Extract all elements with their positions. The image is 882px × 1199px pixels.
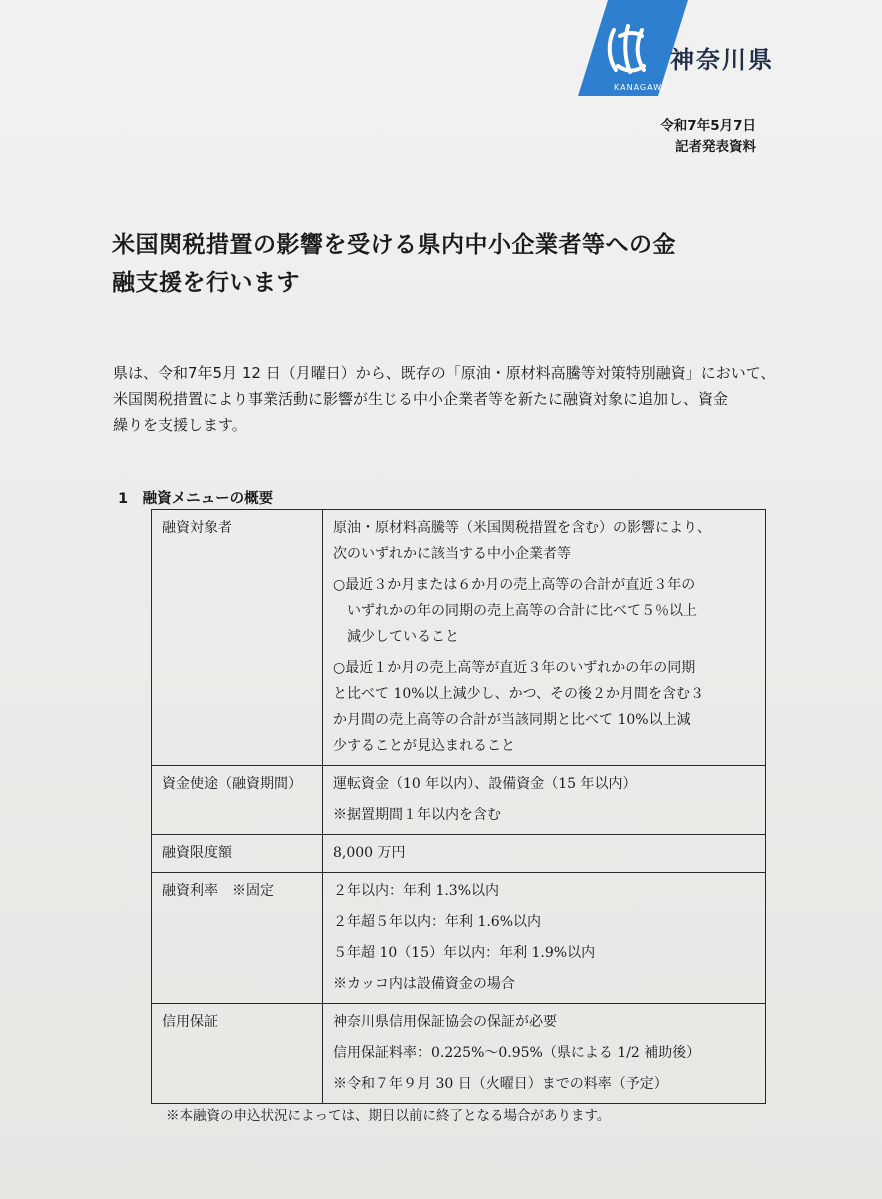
value-line: ○最近１か月の売上高等が直近３年のいずれかの年の同期 xyxy=(333,660,696,676)
table-row xyxy=(152,510,766,766)
row-value xyxy=(323,510,766,766)
value-line: ※令和７年９月 30 日（火曜日）までの料率（予定） xyxy=(333,1076,668,1092)
value-line: ※カッコ内は設備資金の場合 xyxy=(333,976,515,992)
title-line-1: 米国関税措置の影響を受ける県内中小企業者等への金 xyxy=(112,232,676,258)
value-line: 原油・原材料高騰等（米国関税措置を含む）の影響により、 xyxy=(333,520,711,536)
value-line: ２年超５年以内：年利 1.6%以内 xyxy=(333,914,542,930)
value-line: 次のいずれかに該当する中小企業者等 xyxy=(333,546,571,562)
footnote: ※本融資の申込状況によっては、期日以前に終了となる場合があります。 xyxy=(166,1108,611,1124)
table-row xyxy=(152,835,766,873)
press-release-meta xyxy=(660,116,756,158)
page-title xyxy=(112,226,772,302)
value-line: 少することが見込まれること xyxy=(333,738,515,754)
table-row xyxy=(152,1004,766,1104)
row-value xyxy=(323,1004,766,1104)
value-line: ○最近３か月または６か月の売上高等の合計が直近３年の xyxy=(333,577,696,593)
intro-line-2: 米国関税措置により事業活動に影響が生じる中小企業者等を新たに融資対象に追加し、資金 xyxy=(113,390,729,408)
title-line-2: 融支援を行います xyxy=(112,270,300,296)
intro-line-3: 繰りを支援します。 xyxy=(113,416,247,434)
value-line: 減少していること xyxy=(333,629,459,645)
intro-line-1: 県は、令和7年5月 12 日（月曜日）から、既存の「原油・原材料高騰等対策特別融資」において、 xyxy=(113,364,776,382)
value-line: 8,000 万円 xyxy=(333,845,406,861)
value-line: 神奈川県信用保証協会の保証が必要 xyxy=(333,1014,557,1030)
table-row xyxy=(152,873,766,1004)
value-line: ※据置期間１年以内を含む xyxy=(333,807,501,823)
row-label: 資金使途（融資期間） xyxy=(152,766,323,835)
row-label: 融資限度額 xyxy=(152,835,323,873)
row-label: 融資利率 ※固定 xyxy=(152,873,323,1004)
row-label: 信用保証 xyxy=(152,1004,323,1104)
loan-menu-table xyxy=(151,509,766,1104)
value-line: ２年以内：年利 1.3%以内 xyxy=(333,883,500,899)
doc-type: 記者発表資料 xyxy=(675,139,756,155)
table-row xyxy=(152,766,766,835)
org-name: 神奈川県 xyxy=(670,46,774,74)
value-line: か月間の売上高等の合計が当該同期と比べて 10%以上減 xyxy=(333,712,691,728)
intro-paragraph xyxy=(113,360,776,438)
value-line: 信用保証料率：0.225%～0.95%（県による 1/2 補助後） xyxy=(333,1045,701,1061)
value-line: 運転資金（10 年以内）、設備資金（15 年以内） xyxy=(333,776,637,792)
value-line: ５年超 10（15）年以内：年利 1.9%以内 xyxy=(333,945,596,961)
section-heading: 1 融資メニューの概要 xyxy=(118,491,274,507)
logo-caption: KANAGAWA xyxy=(614,83,669,92)
row-label: 融資対象者 xyxy=(152,510,323,766)
value-line: いずれかの年の同期の売上高等の合計に比べて５％以上 xyxy=(333,603,697,619)
value-line: と比べて 10%以上減少し、かつ、その後２か月間を含む３ xyxy=(333,686,705,702)
row-value xyxy=(323,835,766,873)
row-value xyxy=(323,873,766,1004)
row-value xyxy=(323,766,766,835)
kanagawa-logo xyxy=(578,0,838,100)
release-date: 令和7年5月7日 xyxy=(660,118,756,134)
